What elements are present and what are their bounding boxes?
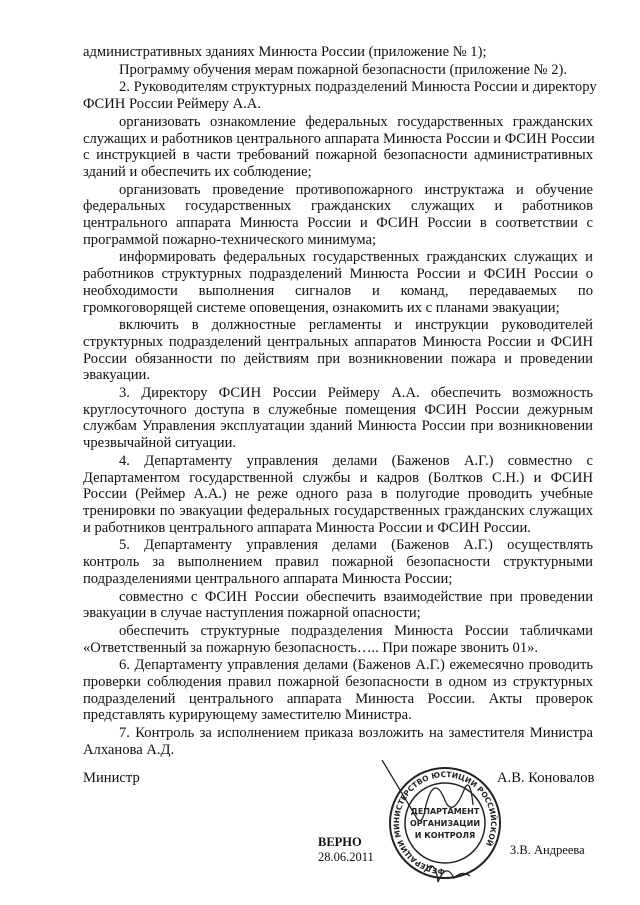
text-line: чрезвычайной ситуации.: [83, 435, 237, 452]
text-line: Департаментом государственной службы и кадров (Болтков С.Н.) и ФСИН: [83, 469, 593, 486]
text-line: службам Управления эксплуатации зданий Минюста России при возникновении: [83, 418, 593, 435]
text-line: информировать федеральных государственных гражданских служащих и: [119, 249, 593, 266]
text-line: организовать проведение противопожарного инструктажа и обучение: [119, 181, 593, 198]
signatory-name: А.В. Коновалов: [497, 770, 595, 786]
text-line: эвакуации.: [83, 367, 150, 384]
text-line: Алханова А.Д.: [83, 741, 175, 758]
text-line: программой пожарно-технического минимума;: [83, 231, 377, 248]
text-line: и работников центрального аппарата Минюста России и ФСИН России.: [83, 519, 531, 536]
text-line: центрального аппарата Минюста России и ФСИН России в соответствии с: [83, 215, 593, 232]
text-line: административных зданиях Минюста России (приложение № 1);: [83, 44, 487, 60]
stamp-line-1: ДЕПАРТАМЕНТ: [410, 807, 480, 816]
certified-date: 28.06.2011: [318, 850, 374, 864]
paragraph: [83, 79, 597, 113]
text-line: тренировки по эвакуации федеральных государственных гражданских служащих: [83, 502, 593, 519]
text-line: контроль за выполнением правил пожарной безопасности структурными: [83, 554, 593, 571]
text-line: ФСИН России Реймеру А.А.: [83, 96, 261, 113]
text-line: подразделениями центрального аппарата Минюста России;: [83, 570, 453, 587]
text-line: структурных подразделений центральных аппаратов Минюста России и ФСИН: [83, 333, 593, 350]
stamp-ring-text: ФЕДЕРАЦИИ МИНИСТЕРСТВО ЮСТИЦИИ РОССИЙСКОЙ: [391, 769, 499, 877]
text-line: организовать ознакомление федеральных государственных гражданских: [119, 113, 593, 130]
text-line: совместно с ФСИН России обеспечить взаимодействие при проведении: [119, 588, 593, 605]
paragraph: [83, 62, 593, 79]
text-line: громкоговорящей системе оповещения, ознакомить их с планами эвакуации;: [83, 299, 560, 316]
stamp-line-2: ОРГАНИЗАЦИИ: [409, 819, 481, 828]
paragraph: [83, 453, 593, 537]
paragraph: [83, 589, 593, 622]
text-line: служащих и работников центрального аппарата Минюста России и ФСИН России: [83, 130, 595, 147]
certifier-name: З.В. Андреева: [510, 843, 585, 857]
text-line: 5. Департаменту управления делами (Баженов А.Г.) осуществлять: [119, 537, 593, 554]
text-line: включить в должностные регламенты и инструкции руководителей: [119, 317, 593, 334]
text-line: России обязанности по действиям при возникновении пожара и проведении: [83, 350, 593, 367]
text-line: России (Реймер А.А.) не реже одного раза в полугодие проводить учебные: [83, 486, 593, 503]
text-line: обеспечить структурные подразделения Минюста России табличками: [119, 622, 593, 639]
text-line: 6. Департаменту управления делами (Баженов А.Г.) ежемесячно проводить: [119, 657, 593, 674]
paragraph: [83, 537, 593, 587]
document-body: [83, 44, 597, 760]
paragraph: [83, 317, 593, 384]
paragraph: [83, 725, 593, 758]
text-line: представлять курирующему заместителю Министра.: [83, 707, 412, 724]
paragraph: [83, 44, 593, 61]
paragraph: [83, 623, 593, 656]
text-line: зданий и обеспечить их соблюдение;: [83, 163, 312, 180]
certified-label: ВЕРНО: [318, 835, 362, 849]
text-line: эвакуации в случае наступления пожарной опасности;: [83, 605, 421, 622]
text-line: с инструкцией в части требований пожарной безопасности административных: [83, 147, 593, 164]
paragraph: [83, 657, 593, 724]
text-line: необходимости выполнения сигналов и команд, передаваемых по: [83, 282, 593, 299]
stamp-line-3: И КОНТРОЛЯ: [414, 831, 476, 840]
text-line: подразделений центрального аппарата Минюста России. Акты проверок: [83, 690, 593, 707]
text-line: работников структурных подразделений Минюста России и ФСИН России о: [83, 266, 593, 283]
text-line: круглосуточного доступа в служебные помещения ФСИН России дежурным: [83, 401, 593, 418]
text-line: 2. Руководителям структурных подразделений Минюста России и директору: [119, 79, 597, 96]
paragraph: [83, 249, 593, 316]
text-line: 7. Контроль за исполнением приказа возложить на заместителя Министра: [119, 725, 593, 742]
text-line: 3. Директору ФСИН России Реймеру А.А. обеспечить возможность: [119, 385, 593, 402]
text-line: «Ответственный за пожарную безопасность….. При пожаре звонить 01».: [83, 639, 539, 656]
official-stamp: [380, 760, 510, 888]
text-line: 4. Департаменту управления делами (Баженов А.Г.) совместно с: [119, 452, 593, 469]
text-line: Программу обучения мерам пожарной безопасности (приложение № 2).: [119, 61, 568, 78]
paragraph: [83, 182, 593, 249]
signatory-position: Министр: [83, 770, 140, 786]
paragraph: [83, 114, 593, 181]
paragraph: [83, 385, 593, 452]
text-line: федеральных государственных гражданских служащих и работников: [83, 198, 593, 215]
text-line: проверки соблюдения правил пожарной безопасности в одном из структурных: [83, 674, 593, 691]
